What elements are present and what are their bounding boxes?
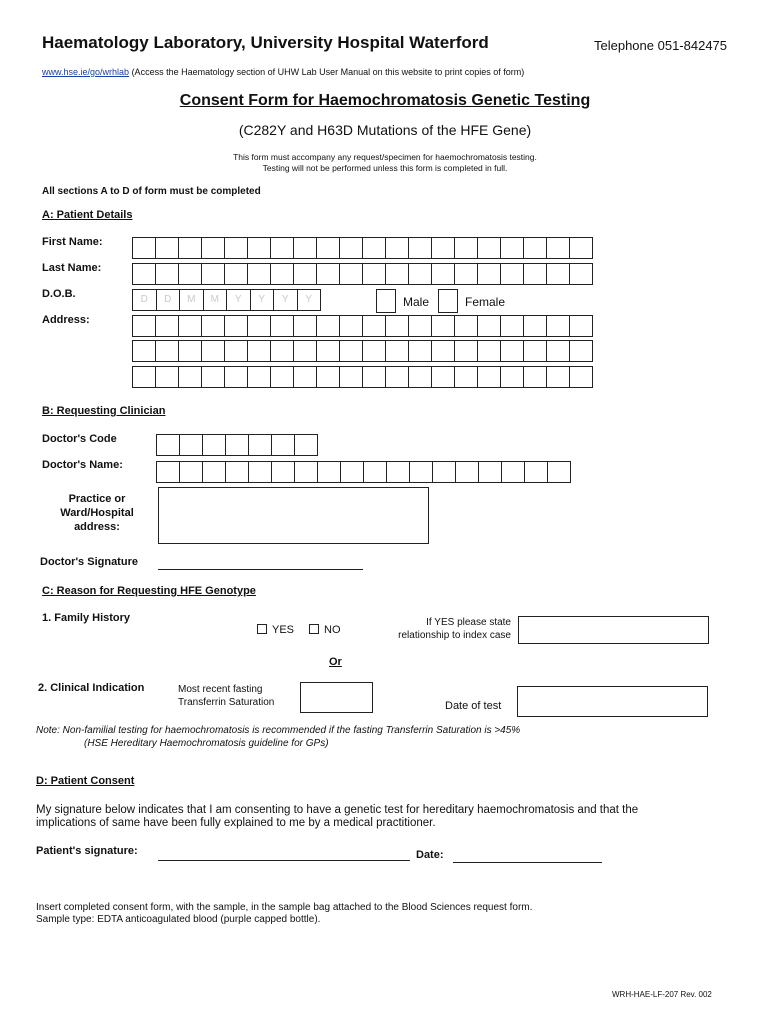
female-checkbox[interactable] (438, 289, 458, 313)
transferrin-note-line-2: (HSE Hereditary Haemochromatosis guideline for GPs) (84, 738, 329, 749)
dob-cell[interactable]: Y (297, 289, 322, 311)
grid-cell[interactable] (431, 340, 455, 362)
grid-cell[interactable] (270, 263, 294, 285)
grid-cell[interactable] (316, 315, 340, 337)
form-code: WRH-HAE-LF-207 Rev. 002 (612, 990, 712, 999)
consent-statement (36, 804, 638, 830)
grid-cell[interactable] (155, 366, 179, 388)
grid-cell[interactable] (155, 237, 179, 259)
grid-cell[interactable] (202, 461, 226, 483)
grid-cell[interactable] (178, 340, 202, 362)
grid-cell[interactable] (385, 263, 409, 285)
grid-cell[interactable] (155, 263, 179, 285)
transferrin-note (36, 724, 520, 750)
dob-cell[interactable]: M (179, 289, 204, 311)
grid-cell[interactable] (454, 237, 478, 259)
section-d-heading: D: Patient Consent (36, 775, 135, 787)
first-name-label: First Name: (42, 236, 103, 248)
grid-cell[interactable] (500, 237, 524, 259)
address-grid-line-2[interactable] (132, 340, 593, 362)
male-checkbox[interactable] (376, 289, 396, 313)
grid-cell[interactable] (316, 366, 340, 388)
patient-signature-line[interactable] (158, 860, 410, 861)
dob-cell[interactable]: Y (273, 289, 298, 311)
grid-cell[interactable] (293, 237, 317, 259)
grid-cell[interactable] (523, 366, 547, 388)
section-c-heading: C: Reason for Requesting HFE Genotype (42, 585, 256, 597)
grid-cell[interactable] (523, 263, 547, 285)
grid-cell[interactable] (569, 315, 593, 337)
grid-cell[interactable] (248, 461, 272, 483)
consent-line-1: My signature below indicates that I am consenting to have a genetic test for hereditary haemochromatosis and that the (36, 804, 639, 816)
grid-cell[interactable] (524, 461, 548, 483)
date-of-test-label: Date of test (445, 700, 502, 712)
doctor-code-label: Doctor's Code (42, 433, 117, 445)
form-title: Consent Form for Haemochromatosis Genetic Testing (179, 92, 591, 109)
grid-cell[interactable] (224, 263, 248, 285)
grid-cell[interactable] (339, 366, 363, 388)
grid-cell[interactable] (408, 340, 432, 362)
dob-cell[interactable]: Y (250, 289, 275, 311)
grid-cell[interactable] (247, 263, 271, 285)
grid-cell[interactable] (477, 366, 501, 388)
grid-cell[interactable] (546, 237, 570, 259)
grid-cell[interactable] (201, 366, 225, 388)
transferrin-saturation-box[interactable] (300, 682, 373, 713)
doctor-signature-label: Doctor's Signature (40, 556, 138, 568)
grid-cell[interactable] (385, 315, 409, 337)
grid-cell[interactable] (156, 434, 180, 456)
grid-cell[interactable] (409, 461, 433, 483)
grid-cell[interactable] (247, 340, 271, 362)
grid-cell[interactable] (477, 315, 501, 337)
grid-cell[interactable] (432, 461, 456, 483)
grid-cell[interactable] (247, 366, 271, 388)
if-yes-line-1: If YES please state (426, 617, 511, 628)
dob-grid[interactable] (132, 289, 321, 311)
grid-cell[interactable] (363, 461, 387, 483)
grid-cell[interactable] (501, 461, 525, 483)
grid-cell[interactable] (224, 340, 248, 362)
grid-cell[interactable] (270, 366, 294, 388)
grid-cell[interactable] (362, 315, 386, 337)
grid-cell[interactable] (500, 340, 524, 362)
grid-cell[interactable] (477, 340, 501, 362)
grid-cell[interactable] (293, 366, 317, 388)
grid-cell[interactable] (523, 237, 547, 259)
grid-cell[interactable] (339, 315, 363, 337)
grid-cell[interactable] (225, 434, 249, 456)
grid-cell[interactable] (362, 237, 386, 259)
grid-cell[interactable] (431, 237, 455, 259)
grid-cell[interactable] (224, 315, 248, 337)
relationship-box[interactable] (518, 616, 709, 644)
grid-cell[interactable] (247, 315, 271, 337)
address-grid-line-1[interactable] (132, 315, 593, 337)
grid-cell[interactable] (293, 340, 317, 362)
grid-cell[interactable] (569, 366, 593, 388)
grid-cell[interactable] (546, 263, 570, 285)
grid-cell[interactable] (569, 340, 593, 362)
grid-cell[interactable] (362, 263, 386, 285)
dob-cell[interactable]: D (156, 289, 181, 311)
grid-cell[interactable] (500, 366, 524, 388)
grid-cell[interactable] (477, 237, 501, 259)
dob-cell[interactable]: D (132, 289, 157, 311)
if-yes-label (372, 616, 511, 642)
practice-label-line-2: Ward/Hospital (60, 507, 134, 519)
grid-cell[interactable] (132, 237, 156, 259)
doctor-name-label: Doctor's Name: (42, 459, 123, 471)
telephone: Telephone 051-842475 (594, 38, 728, 53)
grid-cell[interactable] (316, 340, 340, 362)
grid-cell[interactable] (477, 263, 501, 285)
grid-cell[interactable] (408, 315, 432, 337)
grid-cell[interactable] (293, 315, 317, 337)
fasting-label-line-1: Most recent fasting (178, 684, 263, 695)
grid-cell[interactable] (385, 237, 409, 259)
yes-label: YES (272, 624, 295, 636)
patient-signature-label: Patient's signature: (36, 845, 138, 857)
grid-cell[interactable] (385, 366, 409, 388)
grid-cell[interactable] (547, 461, 571, 483)
section-b-heading: B: Requesting Clinician (42, 405, 166, 417)
grid-cell[interactable] (569, 237, 593, 259)
transferrin-note-line-1: Note: Non-familial testing for haemochromatosis is recommended if the fasting Transferrin Saturation is >45% (36, 725, 521, 736)
grid-cell[interactable] (270, 340, 294, 362)
grid-cell[interactable] (201, 263, 225, 285)
form-subtitle: (C282Y and H63D Mutations of the HFE Gene) (238, 122, 532, 138)
grid-cell[interactable] (408, 237, 432, 259)
grid-cell[interactable] (179, 434, 203, 456)
grid-cell[interactable] (271, 461, 295, 483)
no-option[interactable] (309, 624, 341, 636)
grid-cell[interactable] (339, 237, 363, 259)
grid-cell[interactable] (362, 366, 386, 388)
grid-cell[interactable] (386, 461, 410, 483)
grid-cell[interactable] (178, 263, 202, 285)
website-link[interactable]: www.hse.ie/go/wrhlab (42, 67, 130, 77)
grid-cell[interactable] (500, 263, 524, 285)
last-name-grid[interactable] (132, 263, 593, 285)
form-note (0, 152, 770, 174)
grid-cell[interactable] (455, 461, 479, 483)
grid-cell[interactable] (362, 340, 386, 362)
clinical-indication-label: 2. Clinical Indication (38, 682, 145, 694)
family-history-label: 1. Family History (42, 612, 131, 624)
grid-cell[interactable] (294, 461, 318, 483)
grid-cell[interactable] (454, 263, 478, 285)
grid-cell[interactable] (132, 366, 156, 388)
grid-cell[interactable] (339, 340, 363, 362)
grid-cell[interactable] (340, 461, 364, 483)
doctor-signature-line[interactable] (158, 569, 363, 570)
grid-cell[interactable] (500, 315, 524, 337)
doctor-name-grid[interactable] (156, 461, 571, 483)
grid-cell[interactable] (293, 263, 317, 285)
address-label: Address: (42, 314, 90, 326)
grid-cell[interactable] (202, 434, 226, 456)
doctor-code-grid[interactable] (156, 434, 318, 456)
grid-cell[interactable] (178, 237, 202, 259)
section-a-heading: A: Patient Details (42, 209, 133, 221)
insert-instructions (36, 902, 532, 926)
grid-cell[interactable] (201, 237, 225, 259)
grid-cell[interactable] (523, 315, 547, 337)
grid-cell[interactable] (454, 315, 478, 337)
grid-cell[interactable] (270, 237, 294, 259)
grid-cell[interactable] (224, 237, 248, 259)
yes-option[interactable] (257, 624, 294, 636)
practice-label-line-1: Practice or (68, 493, 126, 505)
grid-cell[interactable] (201, 340, 225, 362)
grid-cell[interactable] (385, 340, 409, 362)
grid-cell[interactable] (431, 366, 455, 388)
grid-cell[interactable] (546, 340, 570, 362)
insert-line-1: Insert completed consent form, with the sample, in the sample bag attached to the Blood Sciences request form. (36, 902, 533, 913)
grid-cell[interactable] (317, 461, 341, 483)
practice-address-box[interactable] (158, 487, 429, 544)
no-label: NO (324, 624, 341, 636)
grid-cell[interactable] (431, 263, 455, 285)
fasting-label (178, 683, 274, 709)
lab-title: Haematology Laboratory, University Hospital Waterford (42, 33, 489, 52)
form-note-line-1: This form must accompany any request/specimen for haemochromatosis testing. (233, 152, 537, 162)
fasting-label-line-2: Transferrin Saturation (178, 697, 275, 708)
grid-cell[interactable] (247, 237, 271, 259)
grid-cell[interactable] (454, 340, 478, 362)
all-sections-note: All sections A to D of form must be completed (42, 186, 261, 197)
grid-cell[interactable] (178, 366, 202, 388)
form-note-line-2: Testing will not be performed unless this form is completed in full. (262, 163, 508, 173)
no-checkbox[interactable] (309, 624, 319, 634)
grid-cell[interactable] (271, 434, 295, 456)
grid-cell[interactable] (408, 263, 432, 285)
grid-cell[interactable] (431, 315, 455, 337)
grid-cell[interactable] (225, 461, 249, 483)
grid-cell[interactable] (478, 461, 502, 483)
website-note: (Access the Haematology section of UHW Lab User Manual on this website to print copies of form) (131, 67, 525, 77)
grid-cell[interactable] (179, 461, 203, 483)
address-grid-line-3[interactable] (132, 366, 593, 388)
date-of-test-box[interactable] (517, 686, 708, 717)
grid-cell[interactable] (339, 263, 363, 285)
date-label: Date: (416, 849, 444, 861)
last-name-label: Last Name: (42, 262, 102, 274)
male-label: Male (403, 295, 430, 309)
grid-cell[interactable] (270, 315, 294, 337)
grid-cell[interactable] (248, 434, 272, 456)
grid-cell[interactable] (156, 461, 180, 483)
grid-cell[interactable] (316, 237, 340, 259)
yes-checkbox[interactable] (257, 624, 267, 634)
grid-cell[interactable] (132, 263, 156, 285)
grid-cell[interactable] (155, 340, 179, 362)
or-label: Or (329, 656, 342, 668)
grid-cell[interactable] (316, 263, 340, 285)
practice-label-line-3: address: (74, 521, 120, 533)
grid-cell[interactable] (569, 263, 593, 285)
consent-line-2: implications of same have been fully explained to me by a medical practitioner. (36, 817, 436, 829)
grid-cell[interactable] (294, 434, 318, 456)
date-line[interactable] (453, 862, 602, 863)
grid-cell[interactable] (201, 315, 225, 337)
website-line (42, 67, 524, 77)
grid-cell[interactable] (523, 340, 547, 362)
grid-cell[interactable] (408, 366, 432, 388)
grid-cell[interactable] (546, 315, 570, 337)
first-name-grid[interactable] (132, 237, 593, 259)
grid-cell[interactable] (155, 315, 179, 337)
dob-cell[interactable]: M (203, 289, 228, 311)
dob-label: D.O.B. (42, 288, 76, 300)
grid-cell[interactable] (132, 340, 156, 362)
grid-cell[interactable] (178, 315, 202, 337)
dob-cell[interactable]: Y (226, 289, 251, 311)
grid-cell[interactable] (454, 366, 478, 388)
if-yes-line-2: relationship to index case (398, 630, 511, 641)
grid-cell[interactable] (132, 315, 156, 337)
grid-cell[interactable] (224, 366, 248, 388)
practice-label (42, 492, 152, 534)
insert-line-2: Sample type: EDTA anticoagulated blood (purple capped bottle). (36, 914, 321, 925)
grid-cell[interactable] (546, 366, 570, 388)
female-label: Female (465, 295, 506, 309)
